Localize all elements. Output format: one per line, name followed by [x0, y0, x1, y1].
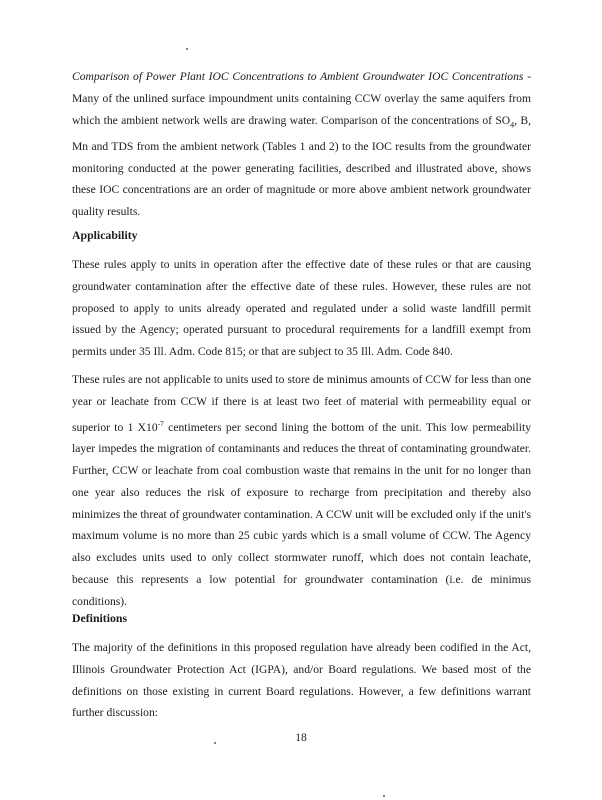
- applicability-heading: Applicability: [72, 228, 138, 242]
- permeability-exponent: -7: [157, 418, 164, 428]
- applicability-paragraph-2: [72, 369, 531, 613]
- page-number: 18: [295, 731, 307, 744]
- scan-speck: [186, 48, 188, 50]
- applicability-paragraph-2-end: centimeters per second lining the bottom of the unit. This low permeability layer impedes the migration of contaminants and reduces the threat of contaminating groundwater. Further, CCW or leachate from coal combustion waste that remains in the unit for no longer than one year also reduces the risk of exposure to recharge from precipitation and thereby also minimizes the threat of groundwater contamination. A CCW unit will be excluded only if the unit's maximum volume is no more than 25 cubic yards which is a small volume of CCW. The Agency also excludes units used to only collect stormwater runoff, which does not contain leachate, because this represents a low potential for groundwater contamination (i.e. de minimus conditions).: [72, 420, 531, 608]
- scan-speck: [383, 795, 385, 797]
- applicability-paragraph-2-start: These rules are not applicable to units used to store de minimus amounts of CCW for less than one year or leachate from CCW if there is at least two feet of material with permeability equal or superior to 1 X10: [72, 373, 531, 434]
- sulfate-subscript: 4: [510, 119, 515, 129]
- comparison-separator: -: [523, 70, 531, 83]
- definitions-paragraph: The majority of the definitions in this proposed regulation have already been codified in the Act, Illinois Groundwater Protection Act (IGPA), and/or Board regulations. We based most of the definitions on those existing in current Board regulations. However, a few definitions warrant further discussion:: [72, 641, 531, 720]
- comparison-body-start: Many of the unlined surface impoundment units containing CCW overlay the same aquifers from which the ambient network wells are drawing water. Comparison of the concentrations of SO: [72, 91, 531, 127]
- comparison-paragraph: [72, 66, 531, 223]
- applicability-paragraph-1: These rules apply to units in operation after the effective date of these rules or that are causing groundwater contamination after the effective date of these rules. However, these rules are not proposed to apply to units already operated and regulated under a solid waste landfill permit issued by the Agency; operated pursuant to procedural requirements for a landfill exempt from permits under 35 Ill. Adm. Code 815; or that are subject to 35 Ill. Adm. Code 840.: [72, 258, 531, 359]
- comparison-lead: Comparison of Power Plant IOC Concentrations to Ambient Groundwater IOC Concentrations: [72, 70, 524, 83]
- definitions-heading: Definitions: [72, 611, 128, 625]
- comparison-body-end: , B, Mn and TDS from the ambient network (Tables 1 and 2) to the IOC results from the groundwater monitoring conducted at the power generating facilities, described and illustrated above, shows these IOC concentrations are an order of magnitude or more above ambient network groundwater quality results.: [72, 113, 532, 219]
